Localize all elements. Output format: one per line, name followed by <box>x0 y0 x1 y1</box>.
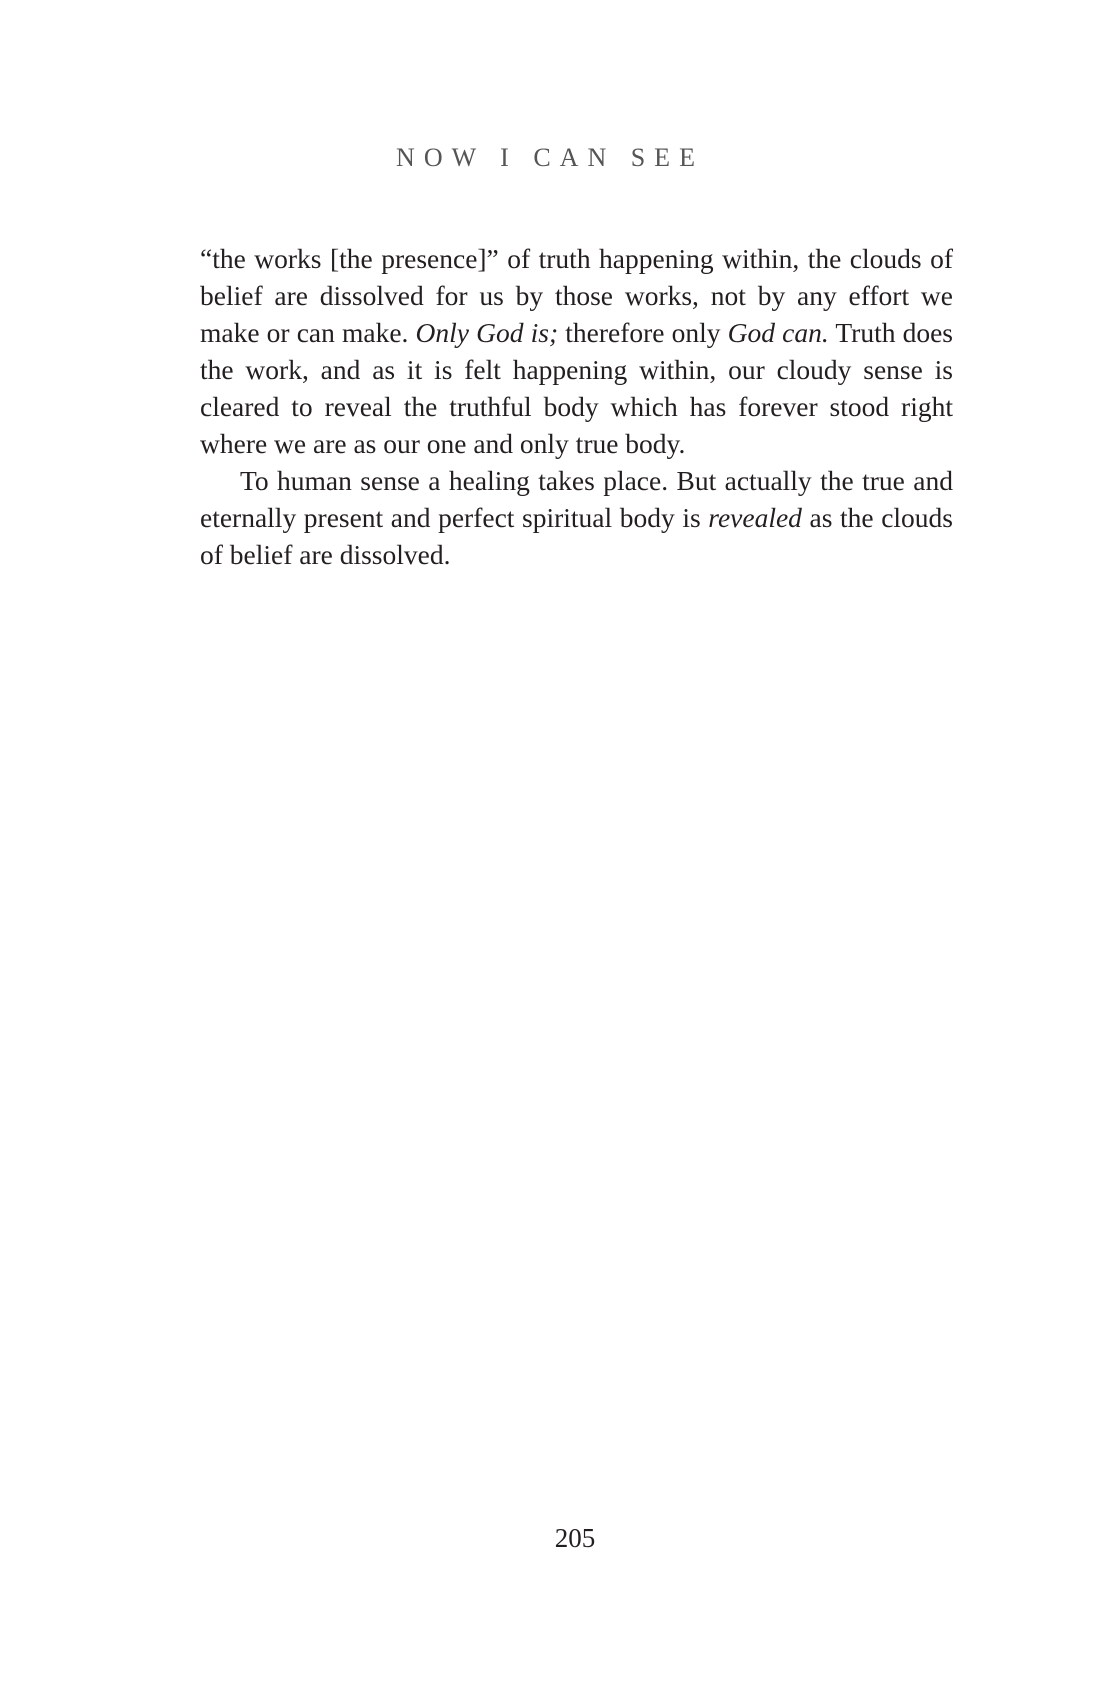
running-title: NOW I CAN SEE <box>396 143 704 172</box>
paragraph-1-italic-a: Only God is; <box>415 317 559 348</box>
paragraph-1-text-a: “the works [the presence]” of truth happening within, the clouds of belief are dissolved for us by those works, not by any effort we make or can make. <box>200 243 953 348</box>
paragraph-1-text-c: Truth does the work, and as it is felt happening within, our cloudy sense is cleared to reveal the truthful body which has forever stood right where we are as our one and only true body. <box>200 317 953 459</box>
paragraph-2-text-a: To human sense a healing takes place. But actually the true and eternally present and perfect spiritual body is <box>200 465 953 533</box>
page-number: 205 <box>554 1523 596 1553</box>
body-text <box>200 240 953 573</box>
paragraph-1 <box>200 240 953 462</box>
paragraph-2 <box>200 462 953 573</box>
paragraph-1-text-b: therefore only <box>558 317 728 348</box>
paragraph-2-text-b: as the clouds of belief are dissolved. <box>200 502 954 570</box>
paragraph-2-italic-a: revealed <box>708 502 802 533</box>
paragraph-1-italic-b: God can. <box>727 317 829 348</box>
